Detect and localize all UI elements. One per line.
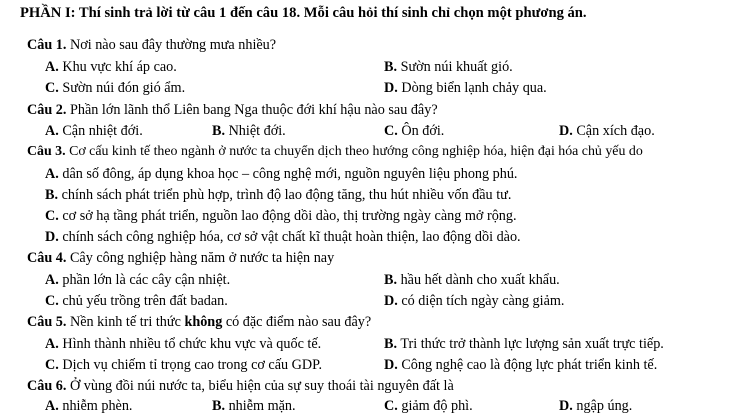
question-4 [27, 249, 334, 267]
section-heading: PHẦN I: Thí sinh trả lời từ câu 1 đến câu 18. Mỗi câu hỏi thí sinh chỉ chọn một phương án. [20, 5, 587, 21]
question-3-text: Cơ cấu kinh tế theo ngành ở nước ta chuyển dịch theo hướng công nghiệp hóa, hiện đại hóa chủ yếu do [69, 144, 643, 159]
q5-option-d[interactable]: D. Công nghệ cao là động lực phát triển kinh tế. [384, 357, 658, 373]
q1-option-b[interactable]: B. Sườn núi khuất gió. [384, 59, 513, 75]
q6-option-d[interactable]: D. ngập úng. [559, 398, 633, 414]
question-5-text-before: Nền kinh tế tri thức [69, 314, 181, 330]
q3-option-a[interactable]: A. dân số đông, áp dụng khoa học – công nghệ mới, nguồn nguyên liệu phong phú. [45, 166, 518, 182]
q6-option-c[interactable]: C. giảm độ phì. [384, 398, 473, 414]
q3-option-c[interactable]: C. cơ sở hạ tầng phát triển, nguồn lao động dồi dào, thị trường ngày càng mở rộng. [45, 208, 517, 224]
q6-option-a[interactable]: A. nhiễm phèn. [45, 398, 133, 414]
question-6-text: Ở vùng đồi núi nước ta, biểu hiện của sự suy thoái tài nguyên đất là [69, 378, 454, 394]
question-6 [27, 377, 454, 395]
q5-option-a[interactable]: A. Hình thành nhiều tổ chức khu vực và quốc tế. [45, 336, 322, 352]
q3-option-b[interactable]: B. chính sách phát triển phù hợp, trình độ lao động tăng, thu hút nhiều vốn đầu tư. [45, 187, 512, 203]
q1-option-c[interactable]: C. Sườn núi đón gió ẩm. [45, 80, 186, 96]
q2-option-a[interactable]: A. Cận nhiệt đới. [45, 123, 143, 139]
q5-option-b[interactable]: B. Tri thức trở thành lực lượng sản xuất trực tiếp. [384, 336, 664, 352]
question-1 [27, 36, 276, 54]
q4-option-b[interactable]: B. hầu hết dành cho xuất khẩu. [384, 272, 560, 288]
question-5-label: Câu 5. [27, 314, 67, 330]
question-4-label: Câu 4. [27, 250, 67, 266]
question-5-text-after: có đặc điểm nào sau đây? [225, 314, 372, 330]
question-3-label: Câu 3. [27, 144, 66, 159]
q3-option-d[interactable]: D. chính sách công nghiệp hóa, cơ sở vật chất kĩ thuật hoàn thiện, lao động dồi dào. [45, 229, 521, 245]
question-4-text: Cây công nghiệp hàng năm ở nước ta hiện nay [69, 250, 335, 266]
q2-option-d[interactable]: D. Cận xích đạo. [559, 123, 655, 139]
question-2 [27, 101, 438, 119]
question-3 [27, 143, 643, 161]
question-5-text-bold: không [184, 314, 223, 330]
q2-option-b[interactable]: B. Nhiệt đới. [212, 123, 286, 139]
q1-option-d[interactable]: D. Dòng biển lạnh chảy qua. [384, 80, 547, 96]
question-2-label: Câu 2. [27, 102, 67, 118]
q1-option-a[interactable]: A. Khu vực khí áp cao. [45, 59, 177, 75]
q5-option-c[interactable]: C. Dịch vụ chiếm tỉ trọng cao trong cơ cấu GDP. [45, 357, 323, 373]
q4-option-c[interactable]: C. chủ yếu trồng trên đất badan. [45, 293, 228, 309]
q6-option-b[interactable]: B. nhiễm mặn. [212, 398, 296, 414]
question-1-label: Câu 1. [27, 37, 67, 53]
question-6-label: Câu 6. [27, 378, 67, 394]
question-1-text: Nơi nào sau đây thường mưa nhiều? [69, 37, 277, 53]
q4-option-d[interactable]: D. có diện tích ngày càng giảm. [384, 293, 565, 309]
q4-option-a[interactable]: A. phần lớn là các cây cận nhiệt. [45, 272, 231, 288]
q2-option-c[interactable]: C. Ôn đới. [384, 123, 445, 139]
question-2-text: Phần lớn lãnh thổ Liên bang Nga thuộc đới khí hậu nào sau đây? [69, 102, 438, 118]
question-5 [27, 313, 371, 331]
